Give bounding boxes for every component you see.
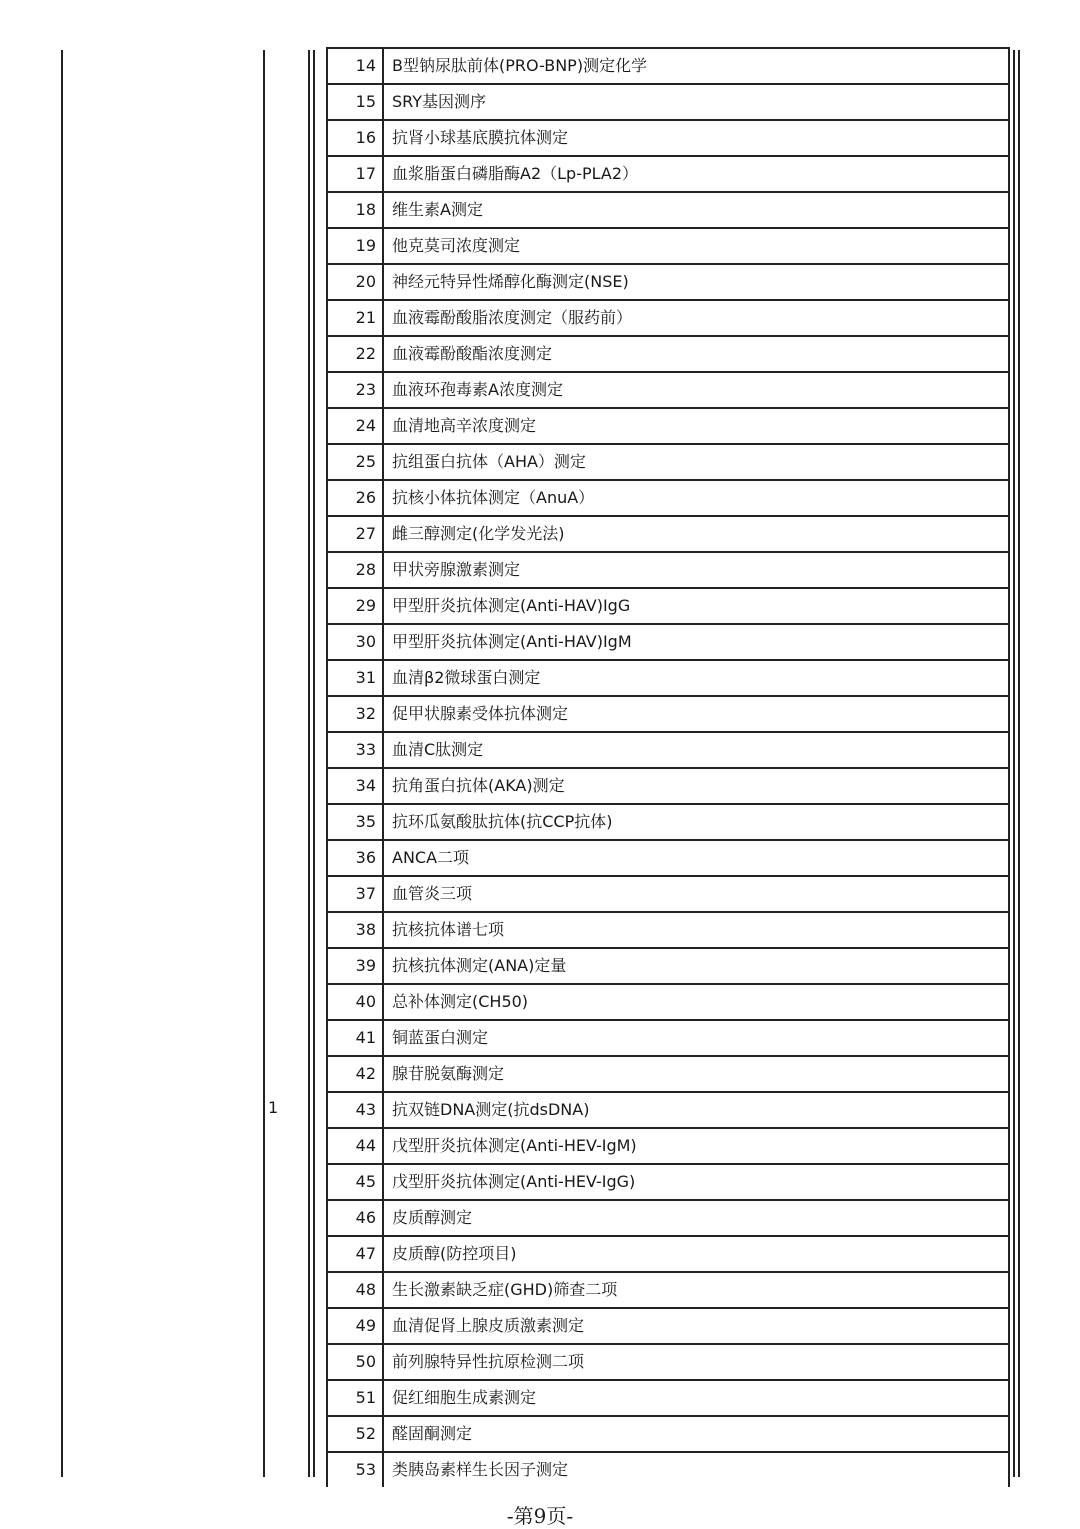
row-number: 37 <box>328 877 384 911</box>
row-item-name: 抗组蛋白抗体（AHA）测定 <box>392 452 586 471</box>
row-number: 48 <box>328 1273 384 1307</box>
row-number: 22 <box>328 337 384 371</box>
table-border-line <box>61 50 63 1477</box>
row-item-name: 抗核抗体谱七项 <box>392 920 505 939</box>
row-item-name: 抗环瓜氨酸肽抗体(抗CCP抗体) <box>392 812 613 831</box>
row-item-name: 甲状旁腺激素测定 <box>392 560 521 579</box>
row-item-name: 血清促肾上腺皮质激素测定 <box>392 1316 585 1335</box>
row-item-name: 血清β2微球蛋白测定 <box>392 668 541 687</box>
row-number: 51 <box>328 1381 384 1415</box>
row-number: 53 <box>328 1453 384 1487</box>
table-row <box>326 49 1010 85</box>
table-row <box>326 1309 1010 1345</box>
table-border-line <box>1013 50 1015 1477</box>
row-number: 44 <box>328 1129 384 1163</box>
row-item-name: 血液霉酚酸酯浓度测定 <box>392 344 553 363</box>
row-item-name: B型钠尿肽前体(PRO-BNP)测定化学 <box>392 56 648 75</box>
row-number: 29 <box>328 589 384 623</box>
row-number: 41 <box>328 1021 384 1055</box>
row-number: 24 <box>328 409 384 443</box>
table-row <box>326 913 1010 949</box>
row-item-name: 他克莫司浓度测定 <box>392 236 521 255</box>
row-number: 47 <box>328 1237 384 1271</box>
row-number: 39 <box>328 949 384 983</box>
table-row <box>326 1237 1010 1273</box>
table-row <box>326 1021 1010 1057</box>
row-number: 45 <box>328 1165 384 1199</box>
table-border-line <box>263 50 265 1477</box>
row-number: 36 <box>328 841 384 875</box>
row-number: 46 <box>328 1201 384 1235</box>
row-item-name: 雌三醇测定(化学发光法) <box>392 524 565 543</box>
row-number: 35 <box>328 805 384 839</box>
row-item-name: ANCA二项 <box>392 848 470 867</box>
row-number: 28 <box>328 553 384 587</box>
table-row <box>326 517 1010 553</box>
row-item-name: 神经元特异性烯醇化酶测定(NSE) <box>392 272 629 291</box>
row-number: 21 <box>328 301 384 335</box>
row-item-name: 抗肾小球基底膜抗体测定 <box>392 128 569 147</box>
table-row <box>326 121 1010 157</box>
row-number: 49 <box>328 1309 384 1343</box>
table-row <box>326 1381 1010 1417</box>
row-item-name: 皮质醇测定 <box>392 1208 473 1227</box>
row-item-name: 前列腺特异性抗原检测二项 <box>392 1352 585 1371</box>
test-items-table <box>326 47 1010 1487</box>
row-item-name: SRY基因测序 <box>392 92 487 111</box>
row-number: 16 <box>328 121 384 155</box>
row-number: 26 <box>328 481 384 515</box>
row-item-name: 生长激素缺乏症(GHD)筛查二项 <box>392 1280 618 1299</box>
row-number: 42 <box>328 1057 384 1091</box>
row-item-name: 甲型肝炎抗体测定(Anti-HAV)IgM <box>392 632 632 651</box>
row-number: 50 <box>328 1345 384 1379</box>
table-row <box>326 697 1010 733</box>
table-row <box>326 1345 1010 1381</box>
row-number: 25 <box>328 445 384 479</box>
table-row <box>326 877 1010 913</box>
row-number: 34 <box>328 769 384 803</box>
row-item-name: 血管炎三项 <box>392 884 473 903</box>
row-item-name: 抗角蛋白抗体(AKA)测定 <box>392 776 565 795</box>
row-item-name: 甲型肝炎抗体测定(Anti-HAV)IgG <box>392 596 631 615</box>
table-row <box>326 805 1010 841</box>
row-item-name: 促红细胞生成素测定 <box>392 1388 537 1407</box>
table-row <box>326 985 1010 1021</box>
table-border-line <box>1018 50 1020 1477</box>
row-number: 31 <box>328 661 384 695</box>
row-number: 32 <box>328 697 384 731</box>
table-row <box>326 445 1010 481</box>
table-row <box>326 1165 1010 1201</box>
table-row <box>326 1201 1010 1237</box>
table-row <box>326 1273 1010 1309</box>
row-item-name: 血清C肽测定 <box>392 740 484 759</box>
row-item-name: 促甲状腺素受体抗体测定 <box>392 704 569 723</box>
table-row <box>326 769 1010 805</box>
row-item-name: 铜蓝蛋白测定 <box>392 1028 489 1047</box>
table-row <box>326 157 1010 193</box>
table-row <box>326 373 1010 409</box>
row-number: 27 <box>328 517 384 551</box>
group-index: 1 <box>268 1098 279 1117</box>
table-row <box>326 661 1010 697</box>
table-row <box>326 301 1010 337</box>
table-row <box>326 481 1010 517</box>
table-border-line <box>308 50 310 1477</box>
table-row <box>326 193 1010 229</box>
row-item-name: 类胰岛素样生长因子测定 <box>392 1460 569 1479</box>
row-item-name: 醛固酮测定 <box>392 1424 473 1443</box>
table-row <box>326 265 1010 301</box>
row-number: 14 <box>328 49 384 83</box>
table-row <box>326 85 1010 121</box>
table-row <box>326 733 1010 769</box>
table-row <box>326 337 1010 373</box>
row-number: 15 <box>328 85 384 119</box>
row-item-name: 抗核小体抗体测定（AnuA） <box>392 488 595 507</box>
table-row <box>326 1453 1010 1487</box>
row-item-name: 血清地高辛浓度测定 <box>392 416 537 435</box>
row-item-name: 腺苷脱氨酶测定 <box>392 1064 505 1083</box>
table-row <box>326 841 1010 877</box>
table-row <box>326 1417 1010 1453</box>
row-number: 19 <box>328 229 384 263</box>
table-row <box>326 1093 1010 1129</box>
table-row <box>326 589 1010 625</box>
row-number: 43 <box>328 1093 384 1127</box>
table-row <box>326 1129 1010 1165</box>
row-item-name: 抗双链DNA测定(抗dsDNA) <box>392 1100 590 1119</box>
table-row <box>326 229 1010 265</box>
row-item-name: 血浆脂蛋白磷脂酶A2（Lp-PLA2） <box>392 164 639 183</box>
table-border-line <box>313 50 315 1477</box>
row-number: 30 <box>328 625 384 659</box>
row-item-name: 戊型肝炎抗体测定(Anti-HEV-IgG) <box>392 1172 636 1191</box>
row-number: 40 <box>328 985 384 1019</box>
row-number: 18 <box>328 193 384 227</box>
page-number: -第9页- <box>506 1504 574 1528</box>
table-row <box>326 409 1010 445</box>
row-number: 17 <box>328 157 384 191</box>
row-item-name: 维生素A测定 <box>392 200 483 219</box>
table-row <box>326 1057 1010 1093</box>
table-row <box>326 553 1010 589</box>
row-number: 38 <box>328 913 384 947</box>
row-item-name: 血液环孢毒素A浓度测定 <box>392 380 563 399</box>
row-number: 52 <box>328 1417 384 1451</box>
row-number: 20 <box>328 265 384 299</box>
row-item-name: 皮质醇(防控项目) <box>392 1244 517 1263</box>
row-number: 23 <box>328 373 384 407</box>
row-item-name: 戊型肝炎抗体测定(Anti-HEV-IgM) <box>392 1136 637 1155</box>
table-row <box>326 625 1010 661</box>
table-row <box>326 949 1010 985</box>
row-item-name: 抗核抗体测定(ANA)定量 <box>392 956 567 975</box>
row-number: 33 <box>328 733 384 767</box>
row-item-name: 总补体测定(CH50) <box>392 992 529 1011</box>
row-item-name: 血液霉酚酸脂浓度测定（服药前） <box>392 308 633 327</box>
